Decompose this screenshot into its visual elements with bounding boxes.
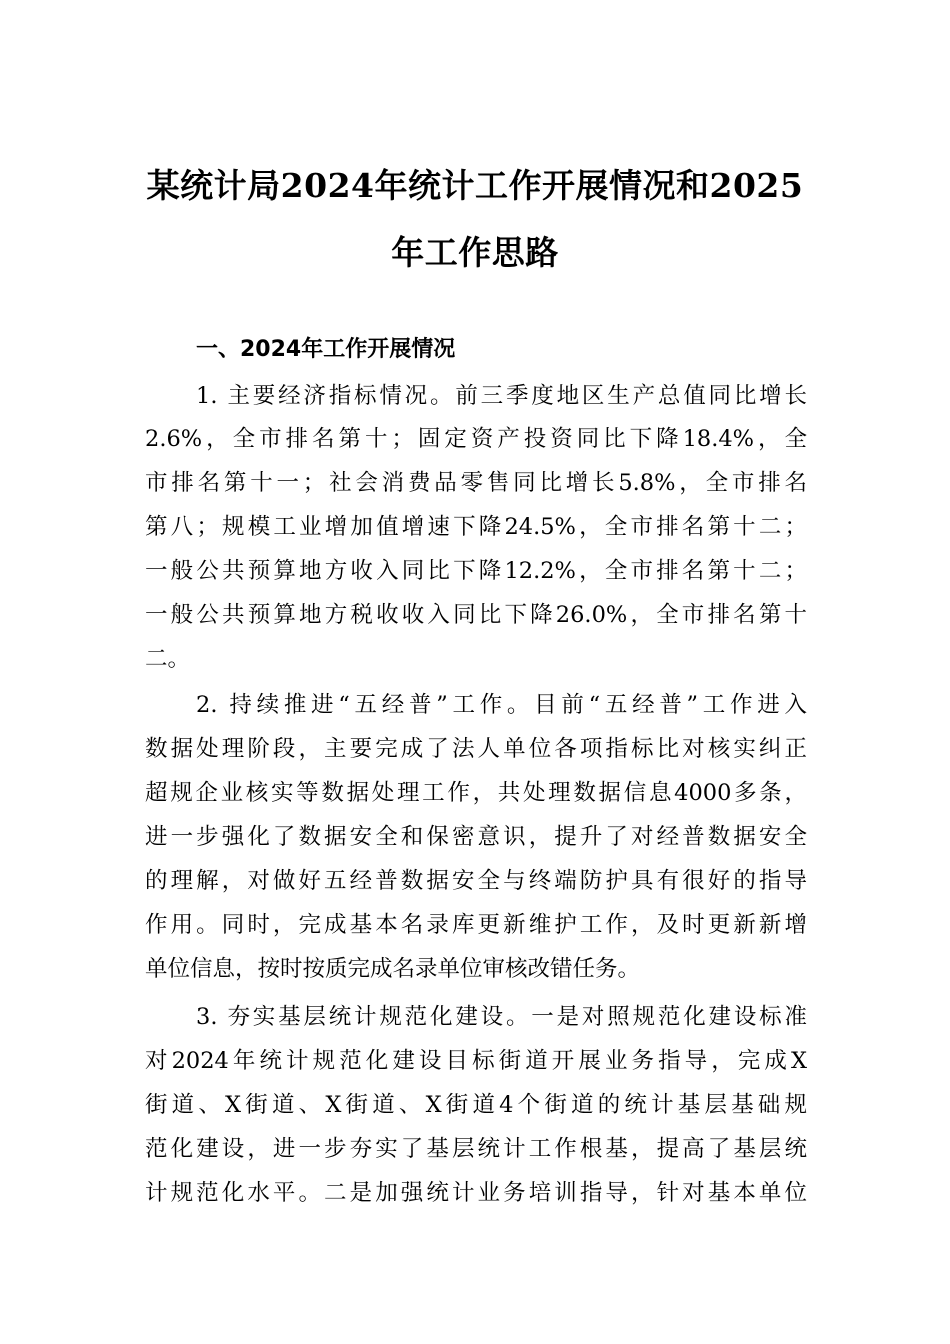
paragraph-line: 一般公共预算地方税收收入同比下降26.0%，全市排名第十 <box>145 602 807 628</box>
paragraph-line: 3. 夯实基层统计规范化建设。一是对照规范化建设标准 <box>196 1004 807 1030</box>
document-title-line-1: 某统计局2024年统计工作开展情况和2025 <box>146 166 804 205</box>
paragraph-line: 单位信息，按时按质完成名录单位审核改错任务。 <box>145 956 641 982</box>
paragraph-line: 第八；规模工业增加值增速下降24.5%，全市排名第十二； <box>145 514 807 540</box>
paragraph-line: 计规范化水平。二是加强统计业务培训指导，针对基本单位 <box>145 1180 807 1206</box>
paragraph-line: 1. 主要经济指标情况。前三季度地区生产总值同比增长 <box>196 383 807 409</box>
paragraph-line: 数据处理阶段，主要完成了法人单位各项指标比对核实纠正 <box>145 736 807 762</box>
paragraph-line: 的理解，对做好五经普数据安全与终端防护具有很好的指导 <box>145 868 807 894</box>
paragraph-line: 进一步强化了数据安全和保密意识，提升了对经普数据安全 <box>145 824 807 850</box>
document-title-line-2: 年工作思路 <box>391 233 559 272</box>
paragraph-line: 作用。同时，完成基本名录库更新维护工作，及时更新新增 <box>145 912 807 938</box>
paragraph-line: 超规企业核实等数据处理工作，共处理数据信息4000多条， <box>145 780 807 806</box>
paragraph-line: 2.6%，全市排名第十；固定资产投资同比下降18.4%，全 <box>145 426 807 452</box>
section-heading: 一、2024年工作开展情况 <box>196 337 456 362</box>
paragraph-line: 市排名第十一；社会消费品零售同比增长5.8%，全市排名 <box>145 470 807 496</box>
paragraph-line: 2. 持续推进“五经普”工作。目前“五经普”工作进入 <box>196 692 807 718</box>
paragraph-line: 对2024年统计规范化建设目标街道开展业务指导，完成X <box>145 1048 807 1074</box>
paragraph-line: 街道、X街道、X街道、X街道4个街道的统计基层基础规 <box>145 1092 807 1118</box>
paragraph-line: 一般公共预算地方收入同比下降12.2%，全市排名第十二； <box>145 558 807 584</box>
paragraph-line: 二。 <box>145 646 191 672</box>
paragraph-line: 范化建设，进一步夯实了基层统计工作根基，提高了基层统 <box>145 1136 807 1162</box>
